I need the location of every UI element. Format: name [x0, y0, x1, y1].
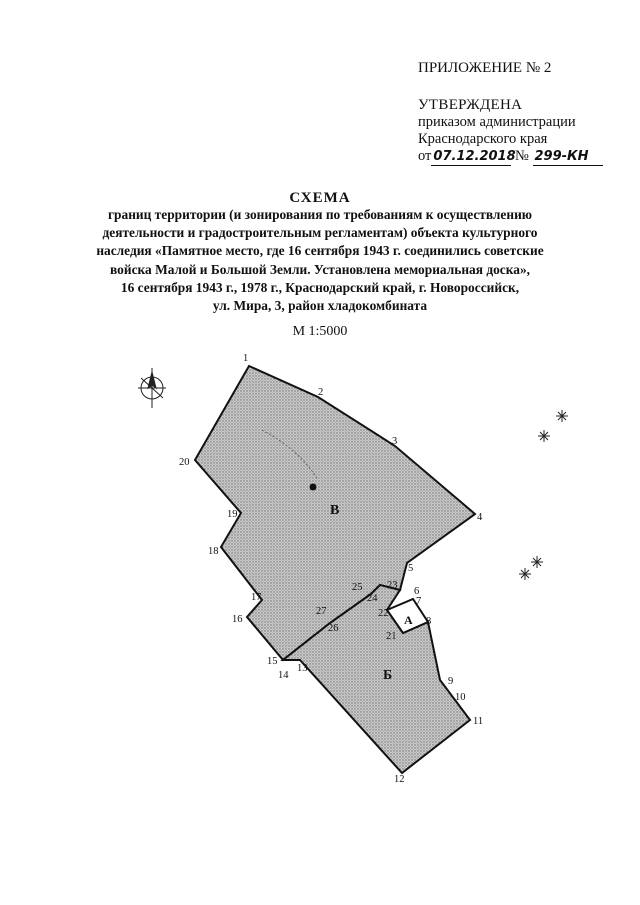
number-prefix: № [515, 148, 529, 164]
point-label: 7 [416, 596, 422, 607]
point-label: 18 [208, 546, 219, 557]
point-label: 8 [426, 616, 432, 627]
point-label: 19 [227, 509, 238, 520]
point-label: 12 [394, 774, 405, 785]
description-line: 16 сентября 1943 г., 1978 г., Краснодарский край, г. Новороссийск, [120, 279, 520, 295]
point-label: 3 [392, 436, 398, 447]
memorial-point-icon [310, 484, 317, 491]
date-value: 07.12.2018 [433, 149, 516, 164]
tree-mark-icon [519, 568, 531, 580]
point-label: 15 [267, 656, 278, 667]
point-label: 16 [232, 614, 243, 625]
point-label: 23 [387, 580, 398, 591]
point-label: 22 [378, 608, 389, 619]
point-label: 4 [477, 512, 483, 523]
point-label: 9 [448, 676, 454, 687]
point-label: 2 [318, 387, 324, 398]
description-line: наследия «Памятное место, где 16 сентября 1943 г. соединились советские [96, 243, 544, 259]
tree-mark-icon [556, 410, 568, 422]
north-arrow-icon [138, 368, 166, 408]
point-label: 21 [386, 631, 397, 642]
map-scale: М 1:5000 [292, 324, 348, 339]
number-value: 299-КН [533, 148, 603, 166]
approved-title: УТВЕРЖДЕНА [418, 97, 523, 113]
date-prefix: от [418, 148, 432, 164]
point-label: 17 [251, 592, 262, 603]
tree-mark-icon [531, 556, 543, 568]
approved-line-2: Краснодарского края [418, 131, 548, 147]
description-line: ул. Мира, 3, район хладокомбината [212, 298, 428, 314]
point-label: 6 [414, 586, 420, 597]
point-label: 14 [278, 670, 289, 681]
zone-label-b: Б [383, 668, 393, 683]
point-label: 1 [243, 353, 249, 364]
description-line: войска Малой и Большой Земли. Установлена мемориальная доска», [110, 261, 530, 277]
description-line: границ территории (и зонирования по требованиям к осуществлению [107, 207, 533, 222]
schema-title: СХЕМА [289, 190, 351, 206]
point-label: 25 [352, 582, 363, 593]
tree-mark-icon [538, 430, 550, 442]
point-label: 26 [328, 623, 339, 634]
zone-label-v: В [330, 503, 340, 518]
description-line: деятельности и градостроительным регламентам) объекта культурного [102, 225, 538, 241]
tree-marks [519, 410, 568, 580]
zone-label-a: А [404, 613, 413, 627]
point-label: 11 [473, 716, 484, 727]
point-label: 24 [367, 593, 378, 604]
point-label: 5 [408, 563, 414, 574]
point-label: 10 [455, 692, 466, 703]
appendix-number: ПРИЛОЖЕНИЕ № 2 [418, 60, 552, 76]
point-label: 13 [297, 663, 308, 674]
point-label: 27 [316, 606, 327, 617]
approved-line-1: приказом администрации [418, 114, 576, 130]
point-label: 20 [179, 457, 190, 468]
